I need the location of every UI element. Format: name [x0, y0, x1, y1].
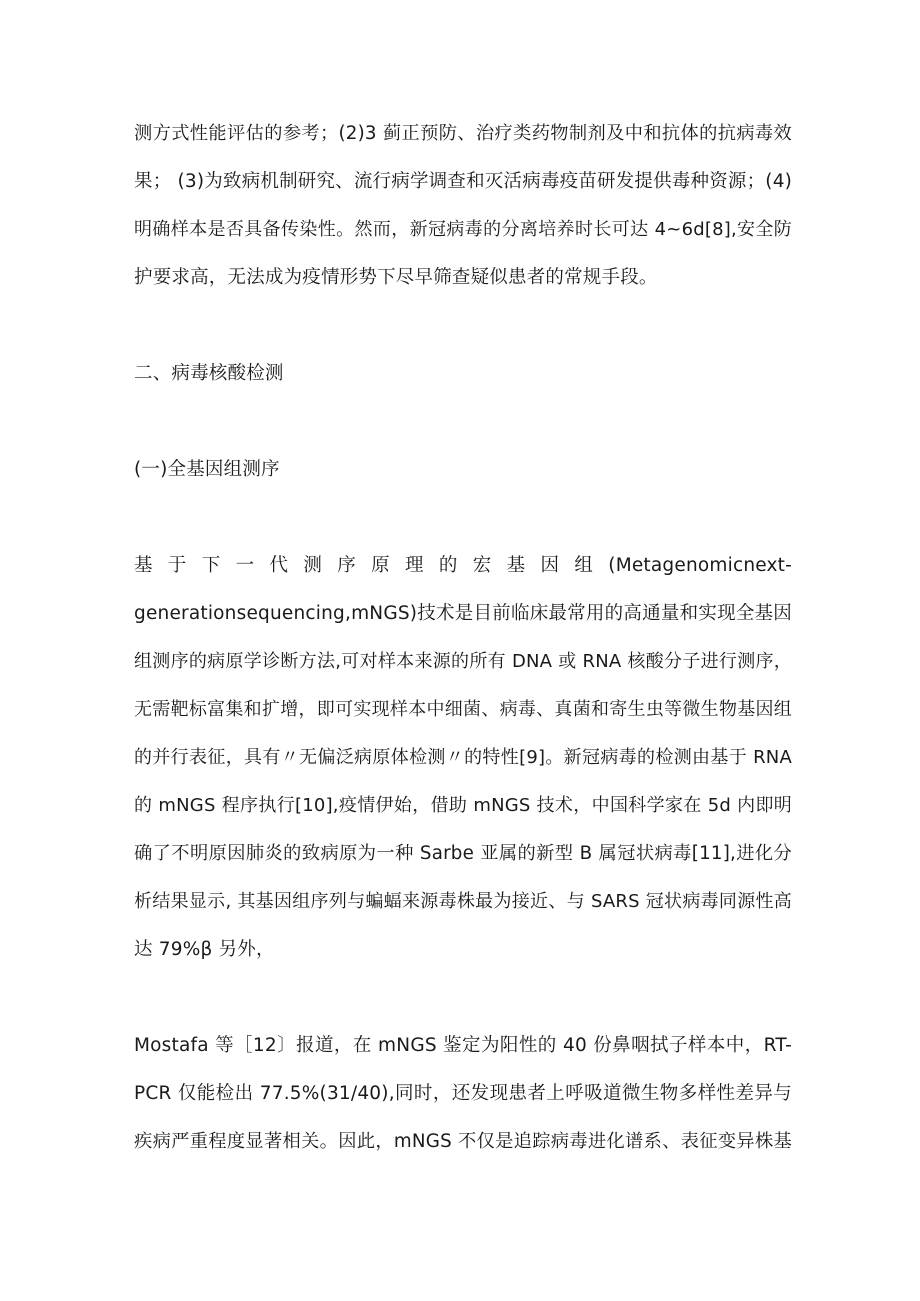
paragraph-2-line-6: 的 mNGS 程序执行[10],疫情伊始，借助 mNGS 技术，中国科学家在 5d 内即明: [134, 795, 792, 816]
paragraph-3-line-1: Mostafa 等［12〕报道，在 mNGS 鉴定为阳性的 40 份鼻咽拭子样本中，RT-: [134, 1035, 792, 1056]
paragraph-2-line-7: 确了不明原因肺炎的致病原为一种 Sarbe 亚属的新型 B 属冠状病毒[11],进化分: [134, 843, 792, 864]
paragraph-1-line-3: 明确样本是否具备传染性。然而，新冠病毒的分离培养时长可达 4~6d[8],安全防: [134, 219, 792, 240]
paragraph-2-line-9: 达 79%β 另外，: [134, 939, 275, 960]
paragraph-1-line-2: 果； (3)为致病机制研究、流行病学调查和灭活病毒疫苗研发提供毒种资源；(4): [134, 171, 793, 192]
paragraph-2-line-8: 析结果显示, 其基因组序列与蝙蝠来源毒株最为接近、与 SARS 冠状病毒同源性高: [134, 891, 792, 912]
paragraph-1-line-1: 测方式性能评估的参考；(2)3 蓟正预防、治疗类药物制剂及中和抗体的抗病毒效: [134, 123, 792, 144]
paragraph-2-line-4: 无需靶标富集和扩增，即可实现样本中细菌、病毒、真菌和寄生虫等微生物基因组: [134, 699, 792, 720]
paragraph-2-line-5: 的并行表征，具有〃无偏泛病原体检测〃的特性[9]。新冠病毒的检测由基于 RNA: [134, 747, 792, 768]
paragraph-2-line-1: 基 于 下 一 代 测 序 原 理 的 宏 基 因 组 (Metagenomicnext-: [134, 555, 792, 576]
subsection-heading: (一)全基因组测序: [134, 459, 280, 480]
paragraph-2-line-2: generationsequencing,mNGS)技术是目前临床最常用的高通量和实现全基因: [134, 603, 792, 624]
section-heading: 二、病毒核酸检测: [134, 363, 284, 384]
paragraph-3-line-3: 疾病严重程度显著相关。因此，mNGS 不仅是追踪病毒进化谱系、表征变异株基: [134, 1131, 792, 1152]
paragraph-2-line-3: 组测序的病原学诊断方法,可对样本来源的所有 DNA 或 RNA 核酸分子进行测序，: [134, 651, 792, 672]
paragraph-1-line-4: 护要求高，无法成为疫情形势下尽早筛查疑似患者的常规手段。: [134, 267, 658, 288]
paragraph-3-line-2: PCR 仅能检出 77.5%(31/40),同时，还发现患者上呼吸道微生物多样性差异与: [134, 1083, 792, 1104]
